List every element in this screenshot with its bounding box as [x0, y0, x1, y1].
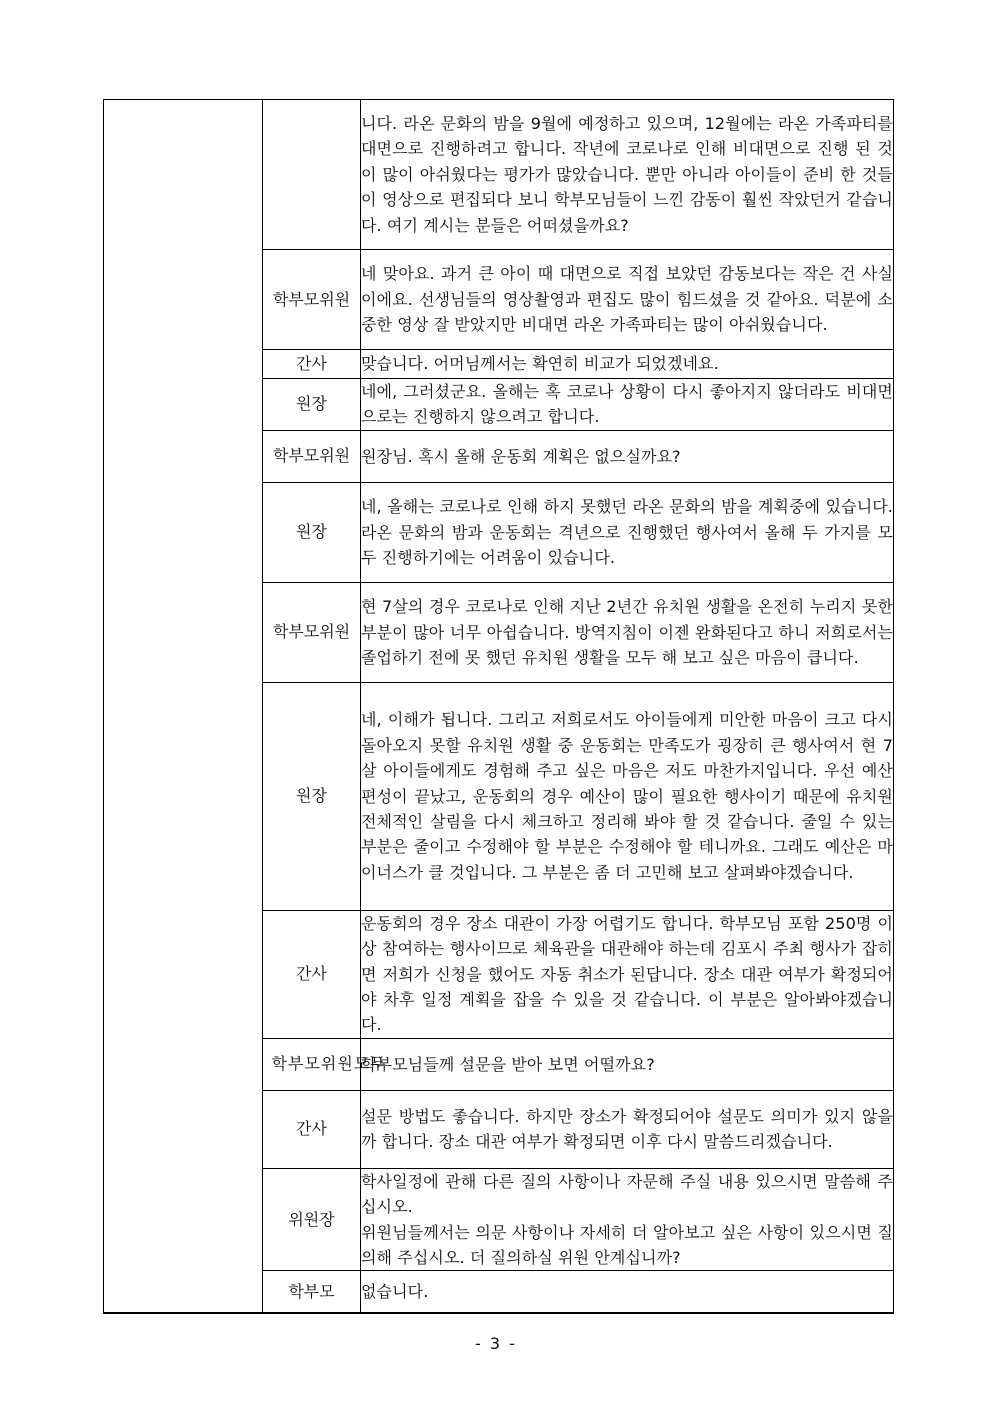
statement-cell: 네, 올해는 코로나로 인해 하지 못했던 라온 문화의 밤을 계획중에 있습니다. 라온 문화의 밤과 운동회는 격년으로 진행했던 행사여서 올해 두 가지를 모두 진행하기에는 어려움이 있습니다. — [361, 482, 894, 582]
statement-cell: 니다. 라온 문화의 밤을 9월에 예정하고 있으며, 12월에는 라온 가족파티를 대면으로 진행하려고 합니다. 작년에 코로나로 인해 비대면으로 진행 된 것이 많이 아쉬웠다는 평가가 많았습니다. 뿐만 아니라 아이들이 준비 한 것들이 영상으로 편집되다 보니 학부모님들이 느낀 감동이 훨씬 작았던거 같습니다. 여기 계시는 분들은 어떠셨을까요? — [361, 100, 894, 250]
statement-cell: 네, 이해가 됩니다. 그리고 저희로서도 아이들에게 미안한 마음이 크고 다시 돌아오지 못할 유치원 생활 중 운동회는 만족도가 굉장히 큰 행사여서 현 7살 아이들에게도 경험해 주고 싶은 마음은 저도 마찬가지입니다. 우선 예산 편성이 끝났고, 운동회의 경우 예산이 많이 필요한 행사이기 때문에 유치원 전체적인 살림을 다시 체크하고 정리해 봐야 할 것 같습니다. 줄일 수 있는 부분은 줄이고 수정해야 할 부분은 수정해야 할 테니까요. 그래도 예산은 마이너스가 클 것입니다. 그 부분은 좀 더 고민해 보고 살펴봐야겠습니다. — [361, 682, 894, 910]
speaker-cell: 원장 — [263, 682, 361, 910]
speaker-cell: 학부모위원 — [263, 582, 361, 682]
speaker-cell: 간사 — [263, 1090, 361, 1168]
statement-cell: 운동회의 경우 장소 대관이 가장 어렵기도 합니다. 학부모님 포함 250명 이상 참여하는 행사이므로 체육관을 대관해야 하는데 김포시 주최 행사가 잡히면 저희가 신청을 했어도 자동 취소가 된답니다. 장소 대관 여부가 확정되어야 차후 일정 계획을 잡을 수 있을 것 같습니다. 이 부분은 알아봐야겠습니다. — [361, 910, 894, 1038]
statement-cell: 현 7살의 경우 코로나로 인해 지난 2년간 유치원 생활을 온전히 누리지 못한 부분이 많아 너무 아쉽습니다. 방역지침이 이젠 완화된다고 하니 저희로서는 졸업하기 전에 못 했던 유치원 생활을 모두 해 보고 싶은 마음이 큽니다. — [361, 582, 894, 682]
speaker-cell: 간사 — [263, 910, 361, 1038]
statement-cell: 없습니다. — [361, 1271, 894, 1313]
statement-cell: 학사일정에 관해 다른 질의 사항이나 자문해 주실 내용 있으시면 말씀해 주십시오. 위원님들께서는 의문 사항이나 자세히 더 알아보고 싶은 사항이 있으시면 질의해 주십시오. 더 질의하실 위원 안계십니까? — [361, 1168, 894, 1271]
statement-cell: 원장님. 혹시 올해 운동회 계획은 없으실까요? — [361, 430, 894, 482]
statement-cell: 학부모님들께 설문을 받아 보면 어떨까요? — [361, 1038, 894, 1090]
statement-cell: 설문 방법도 좋습니다. 하지만 장소가 확정되어야 설문도 의미가 있지 않을까 합니다. 장소 대관 여부가 확정되면 이후 다시 말씀드리겠습니다. — [361, 1090, 894, 1168]
speaker-cell: 학부모위원모두 — [263, 1038, 361, 1090]
statement-cell: 네에, 그러셨군요. 올해는 혹 코로나 상황이 다시 좋아지지 않더라도 비대면으로는 진행하지 않으려고 합니다. — [361, 379, 894, 431]
speaker-cell — [263, 100, 361, 250]
statement-cell: 맞습니다. 어머님께서는 확연히 비교가 되었겠네요. — [361, 350, 894, 379]
statement-cell: 네 맞아요. 과거 큰 아이 때 대면으로 직접 보았던 감동보다는 작은 건 사실이에요. 선생님들의 영상촬영과 편집도 많이 힘드셨을 것 같아요. 덕분에 소중한 영상 잘 받았지만 비대면 라온 가족파티는 많이 아쉬웠습니다. — [361, 250, 894, 350]
speaker-cell: 위원장 — [263, 1168, 361, 1271]
speaker-cell: 원장 — [263, 482, 361, 582]
speaker-cell: 간사 — [263, 350, 361, 379]
page-number: - 3 - — [475, 1334, 517, 1353]
table-row — [104, 100, 894, 250]
minutes-table — [103, 99, 894, 1314]
agenda-column-cell — [104, 100, 263, 1313]
speaker-cell: 원장 — [263, 379, 361, 431]
speaker-cell: 학부모위원 — [263, 430, 361, 482]
speaker-cell: 학부모 — [263, 1271, 361, 1313]
speaker-cell: 학부모위원 — [263, 250, 361, 350]
